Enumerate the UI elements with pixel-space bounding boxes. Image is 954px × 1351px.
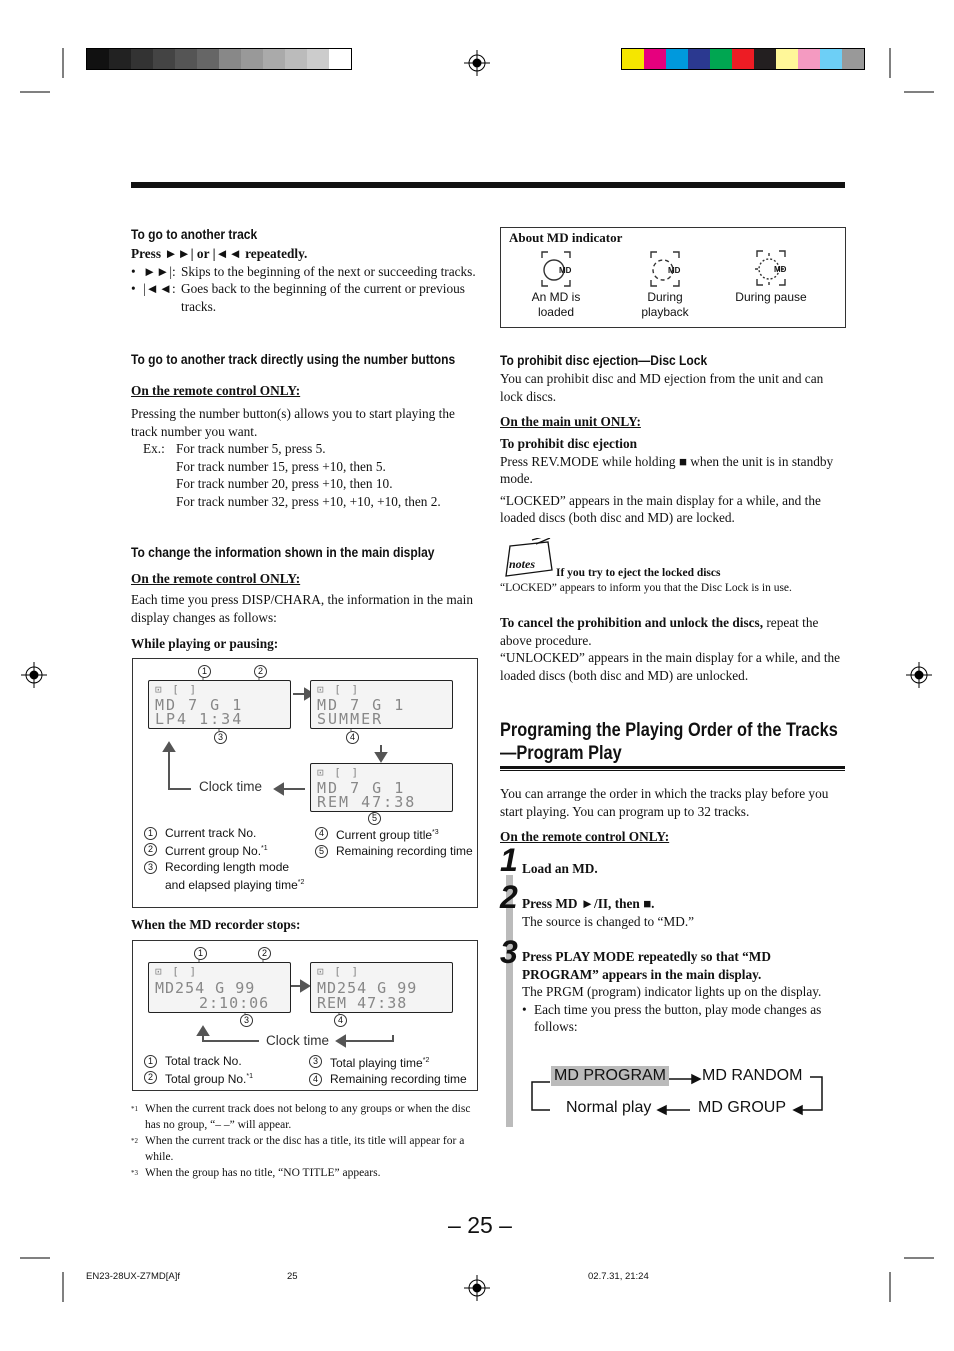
remote-only-label: On the remote control ONLY: (131, 571, 301, 586)
color-swatch (820, 49, 842, 69)
legend-item: 2 Total group No.$^{*1}$ (144, 1069, 312, 1087)
top-rule (131, 182, 845, 188)
body-text: You can prohibit disc and MD ejection from the unit and can lock discs. (500, 371, 824, 404)
color-swatch (842, 49, 864, 69)
remote-only-label: On the remote control ONLY: (131, 383, 301, 398)
flow-md-random: MD RANDOM (702, 1067, 803, 1084)
svg-text:MD: MD (668, 266, 681, 275)
callout-3: 3 (240, 1014, 253, 1027)
while-playing-label: While playing or pausing: (131, 636, 279, 651)
callout-2: 2 (254, 665, 267, 678)
step-number: 1 (500, 842, 518, 878)
unlocked-text: “UNLOCKED” appears in the main display for a while, and the loaded discs (both disc and MD) are unlocked. (500, 650, 841, 683)
gray-swatch (153, 49, 175, 69)
footer-date: 02.7.31, 21:24 (588, 1271, 649, 1282)
gray-swatch (241, 49, 263, 69)
notes-text: “LOCKED” appears to inform you that the Disc Lock is in use. (500, 582, 792, 594)
legend-item: 4 Current group title$^{*3}$ (315, 825, 475, 843)
color-swatch (710, 49, 732, 69)
lcd-icons: ⊡ [ ] (155, 965, 199, 978)
md-pause-item (746, 248, 796, 293)
footnotes (131, 1101, 477, 1181)
lcd-row: 2:10:06 (199, 994, 270, 1012)
step-number: 3 (500, 934, 518, 970)
svg-text:notes: notes (509, 557, 536, 571)
bullet-previous: • |◄◄: Goes back to the beginning of the current or previous tracks. (131, 281, 465, 314)
lcd-display (148, 962, 291, 1013)
gray-swatch (263, 49, 285, 69)
flow-md-group: MD GROUP (698, 1099, 786, 1116)
section-title: To change the information shown in the main display (131, 544, 435, 560)
notes-block (500, 538, 845, 600)
heading-rule (500, 766, 845, 769)
lcd-icons: ⊡ [ ] (317, 683, 361, 696)
footnote: *2 When the current track or the disc has a title, its title will appear for a while. (131, 1135, 465, 1163)
gray-swatch (219, 49, 241, 69)
section-heading: Programing the Playing Order of the Tracks —Program Play (500, 720, 838, 764)
remote-only-label: On the remote control ONLY: (500, 829, 670, 844)
footnote: *1 When the current track does not belong to any groups or when the disc has no group, “– –” will appear. (131, 1103, 471, 1131)
grayscale-calibration-bar (86, 48, 352, 70)
svg-text:MD: MD (559, 266, 572, 275)
step-title: Press PLAY MODE repeatedly so that “MD PROGRAM” appears in the main display. (522, 949, 771, 982)
gray-swatch (109, 49, 131, 69)
lcd-display (148, 680, 291, 729)
gray-swatch (87, 49, 109, 69)
body-text: Pressing the number button(s) allows you to start playing the track number you want. (131, 406, 455, 439)
callout-1: 1 (198, 665, 211, 678)
callout-1: 1 (194, 947, 207, 960)
notes-title: If you try to eject the locked discs (556, 567, 721, 579)
footnote: *3 When the group has no title, “NO TITLE” appears. (131, 1167, 381, 1179)
example-line: For track number 15, press +10, then 5. (176, 458, 386, 474)
legend-right (315, 825, 475, 859)
lcd-row: MD254 G 99 (317, 979, 418, 997)
legend-item: 3 Total playing time$^{*2}$ (309, 1053, 477, 1071)
section-title: To prohibit disc ejection—Disc Lock (500, 352, 708, 368)
color-swatch (776, 49, 798, 69)
md-pause-icon (754, 248, 788, 288)
color-calibration-bar (621, 48, 865, 70)
lcd-icons: ⊡ [ ] (317, 965, 361, 978)
gray-swatch (285, 49, 307, 69)
play-mode-flow (530, 1064, 830, 1124)
section-program-play (500, 719, 845, 845)
section-title: To go to another track (131, 226, 258, 242)
when-stops-label: When the MD recorder stops: (131, 917, 301, 932)
footer-file: EN23-28UX-Z7MD[A]f (86, 1271, 180, 1282)
flow-md-program: MD PROGRAM (551, 1066, 669, 1086)
lcd-icons: ⊡ [ ] (317, 766, 361, 779)
gray-swatch (131, 49, 153, 69)
lcd-row: MD 7 G 1 (155, 696, 244, 714)
callout-4: 4 (334, 1014, 347, 1027)
legend-item: 1 Current track No. (144, 825, 312, 841)
step-bullet: • Each time you press the button, play mode changes as follows: (522, 1001, 822, 1034)
md-indicator-icon (540, 250, 572, 288)
md-indicator-box (500, 227, 846, 328)
sub-heading: To prohibit disc ejection (500, 436, 638, 451)
gray-swatch (175, 49, 197, 69)
page-number: – 25 – (448, 1212, 512, 1238)
footer-page: 25 (287, 1271, 298, 1282)
section-disc-lock (500, 351, 845, 527)
legend-item: 1 Total track No. (144, 1053, 312, 1069)
color-swatch (798, 49, 820, 69)
lcd-row: SUMMER (317, 710, 384, 728)
press-instruction: Press ►►| or |◄◄ repeatedly. (131, 246, 308, 261)
lcd-display (310, 680, 453, 729)
lcd-row: LP4 1:34 (155, 710, 244, 728)
example-line: For track number 32, press +10, +10, +10, then 2. (176, 493, 441, 509)
svg-text:MD: MD (774, 265, 787, 274)
section-title: To go to another track directly using the number buttons (131, 351, 456, 367)
flow-normal-play: Normal play (566, 1099, 652, 1116)
legend-item: 4 Remaining recording time (309, 1071, 477, 1087)
indicator-caption: An MD is loaded (531, 290, 581, 319)
lcd-icons: ⊡ [ ] (155, 683, 199, 696)
lcd-row: REM 47:38 (317, 994, 408, 1012)
examples: Ex.: For track number 5, press 5. For track number 15, press +10, then 5. For track number 20, press +10, then 10. For track number 32, press +10, +10, +10, then 2. (143, 441, 441, 509)
press-text: Press REV.MODE while holding ■ when the unit is in standby mode. (500, 453, 834, 486)
section-change-info (131, 543, 481, 653)
color-swatch (666, 49, 688, 69)
color-swatch (732, 49, 754, 69)
md-playback-item (640, 250, 690, 293)
indicator-caption: During pause (735, 290, 807, 304)
md-loaded-item (531, 250, 581, 293)
body-text: Each time you press DISP/CHARA, the information in the main display changes as follows: (131, 592, 473, 625)
step-title: Press MD ►/II, then ■. (522, 896, 655, 911)
example-line: For track number 5, press 5. (176, 441, 326, 456)
color-swatch (644, 49, 666, 69)
md-playback-icon (649, 250, 681, 288)
lcd-display (310, 763, 453, 812)
display-diagram-playing (132, 658, 478, 908)
cancel-text: To cancel the prohibition and unlock the discs, repeat the above procedure. (500, 615, 819, 648)
example-line: For track number 20, press +10, then 10. (176, 476, 393, 491)
legend-item: 5 Remaining recording time (315, 843, 475, 859)
locked-text: “LOCKED” appears in the main display for a while, and the loaded discs (both disc and MD) are locked. (500, 492, 821, 525)
callout-5: 5 (368, 812, 381, 825)
gray-swatch (197, 49, 219, 69)
bullet-next: • ►►|: Skips to the beginning of the next or succeeding tracks. (131, 263, 476, 279)
lcd-row: MD 7 G 1 (317, 779, 406, 797)
legend-left (144, 1053, 312, 1087)
color-swatch (622, 49, 644, 69)
callout-4: 4 (346, 731, 359, 744)
color-swatch (688, 49, 710, 69)
lcd-row: MD254 G 99 (155, 979, 256, 997)
gray-swatch (329, 49, 351, 69)
box-title: About MD indicator (509, 230, 623, 245)
legend-right (309, 1053, 477, 1087)
section-go-another-track (131, 225, 477, 315)
legend-left (144, 825, 312, 893)
lcd-row: REM 47:38 (317, 793, 417, 811)
display-diagram-stopped (132, 940, 478, 1091)
callout-3: 3 (214, 731, 227, 744)
step-number: 2 (500, 879, 518, 915)
lcd-row: MD 7 G 1 (317, 696, 406, 714)
step-text: The source is changed to “MD.” (522, 914, 695, 929)
legend-item: 2 Current group No.$^{*1}$ (144, 841, 312, 859)
notes-pencil-icon (502, 538, 556, 582)
step-text: The PRGM (program) indicator lights up on the display. (522, 984, 822, 999)
callout-2: 2 (258, 947, 271, 960)
main-unit-only-label: On the main unit ONLY: (500, 414, 641, 429)
color-swatch (754, 49, 776, 69)
step-title: Load an MD. (522, 861, 598, 876)
legend-item: 3 Recording length mode and elapsed playing time$^{*2}$ (144, 859, 312, 893)
clock-time-label: Clock time (266, 1033, 330, 1048)
step-3-content (522, 948, 842, 1036)
gray-swatch (307, 49, 329, 69)
lcd-display (310, 962, 453, 1013)
body-text: You can arrange the order in which the tracks play before you start playing. You can program up to 32 tracks. (500, 786, 829, 819)
indicator-caption: During playback (641, 290, 689, 319)
clock-time-label: Clock time (199, 779, 263, 794)
section-number-buttons (131, 350, 481, 510)
